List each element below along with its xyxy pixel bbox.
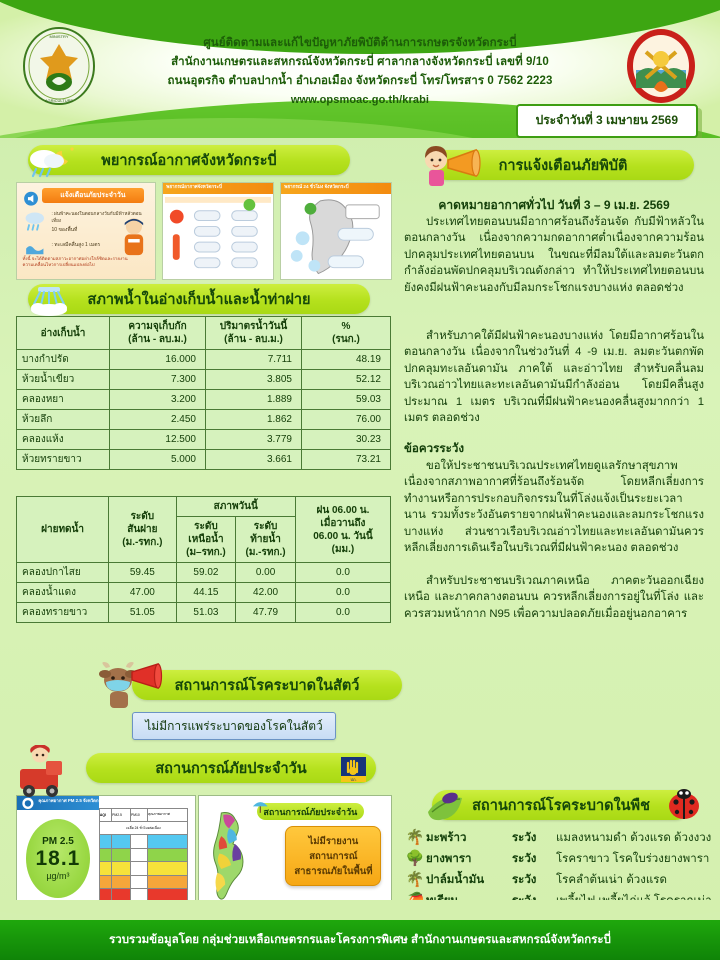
th-upstream-l1: ระดับ [194, 521, 218, 532]
plant-disease-row [404, 849, 709, 868]
forecast-table-graphic [163, 195, 273, 279]
th-crest-l1: ระดับ [130, 511, 155, 522]
reservoir-table-header-row [17, 317, 391, 350]
pm25-value: 18.1 [35, 847, 81, 871]
page-footer [0, 920, 720, 960]
reservoir-capacity: 5.000 [110, 450, 206, 470]
reservoir-percent: 76.00 [302, 410, 391, 430]
th-downstream-l1: ระดับ [253, 521, 278, 532]
reservoir-capacity: 7.300 [110, 370, 206, 390]
weir-rain: 0.0 [295, 603, 390, 623]
reservoir-volume: 1.889 [206, 390, 302, 410]
plant-crop-name: ปาล์มน้ำมัน [426, 873, 485, 886]
weir-downstream: 42.00 [236, 583, 296, 603]
weather-forecast-title: พยากรณ์อากาศจังหวัดกระบี่ [101, 152, 277, 169]
th-downstream-l3: (ม.-รทก.) [245, 547, 286, 558]
pm25-panel-title: คุณภาพอากาศ PM 2.5 จังหวัดกระบี่ [38, 798, 107, 804]
reservoir-row [17, 390, 391, 410]
reservoir-volume: 7.711 [206, 350, 302, 370]
reservoir-name: ห้วยทรายขาว [17, 450, 110, 470]
reservoir-percent: 59.03 [302, 390, 391, 410]
plant-pest-description: โรคราขาว โรคใบร่วงยางพารา [556, 852, 710, 865]
officer-mascot-icon [116, 216, 152, 262]
animal-disease-status-box [132, 712, 336, 740]
reservoir-percent: 48.19 [302, 350, 391, 370]
weir-row [17, 583, 391, 603]
th-volume [206, 317, 302, 350]
th-weir-name: ฝายทดน้ำ [17, 497, 109, 563]
weir-row [17, 603, 391, 623]
header-line-1: ศูนย์ติดตามและแก้ไขปัญหาภัยพิบัติด้านการเกษตรจังหวัดกระบี่ [203, 37, 517, 49]
weir-name: คลองน้ำแดง [17, 583, 109, 603]
weir-upstream: 51.03 [176, 603, 236, 623]
reservoir-row [17, 430, 391, 450]
reservoir-capacity: 12.500 [110, 430, 206, 450]
reservoir-name: คลองหยา [17, 390, 110, 410]
pm25-label: PM 2.5 [42, 836, 74, 848]
footer-text: รวบรวมข้อมูลโดย กลุ่มช่วยเหลือเกษตรกรและโครงการพิเศษ สำนักงานเกษตรและสหกรณ์จังหวัดกระบี่ [109, 934, 611, 946]
th-rain-l4: (มม.) [331, 543, 355, 555]
aqi-row-blue [99, 835, 187, 848]
umbrella-boy-icon [245, 798, 276, 817]
rain-icon-small [21, 209, 49, 232]
pm25-logo-icon [19, 797, 37, 810]
th-weir-upstream [176, 517, 236, 563]
aqi-row-yellow [99, 862, 187, 875]
ladybug-icon [664, 788, 704, 822]
aqi-col-1: PM2.5 [112, 808, 131, 821]
water-fountain-icon [22, 283, 76, 317]
rain-cloud-moon-icon [22, 143, 78, 179]
plant-pest-description: แมลงหนามดำ ด้วงแรด ด้วงงวง [556, 831, 712, 844]
svg-text:ปภ.: ปภ. [350, 777, 357, 782]
reservoir-name: ห้วยน้ำเขียว [17, 370, 110, 390]
header-title-block [120, 34, 600, 110]
reservoir-capacity: 3.200 [110, 390, 206, 410]
th-capacity-l1: ความจุเก็บกัก [128, 321, 187, 332]
th-rain-l1: ฝน 06.00 น. [316, 504, 370, 516]
disaster-map-panel [198, 795, 392, 913]
section-title-daily-disaster [86, 753, 376, 783]
weir-crest: 47.00 [109, 583, 177, 603]
reservoir-volume: 3.779 [206, 430, 302, 450]
plant-disease-row [404, 870, 667, 889]
date-badge: ประจำวันที่ 3 เมษายน 2569 [516, 104, 698, 138]
th-percent-l2: (รนก.) [332, 334, 360, 345]
weir-upstream: 59.02 [176, 563, 236, 583]
th-capacity-l2: (ล้าน - ลบ.ม.) [128, 334, 187, 345]
wave-icon-small [21, 237, 49, 256]
reservoir-row [17, 350, 391, 370]
th-downstream-l2: ท้ายน้ำ [250, 534, 281, 545]
reservoir-capacity: 16.000 [110, 350, 206, 370]
reservoir-row [17, 450, 391, 470]
weir-name: คลองปกาไสย [17, 563, 109, 583]
th-rain-l3: 06.00 น. วันนี้ [313, 530, 373, 542]
disaster-status-box [285, 826, 381, 886]
weir-row [17, 563, 391, 583]
th-weir-downstream [236, 517, 296, 563]
daily-disaster-title: สถานการณ์ภัยประจำวัน [155, 760, 307, 777]
header-website[interactable]: www.opsmoac.go.th/krabi [290, 94, 430, 106]
th-percent-l1: % [341, 321, 351, 332]
weir-crest: 51.05 [109, 603, 177, 623]
aqi-col-2: PM10 [130, 808, 147, 821]
aqi-subheader: เฉลี่ย 24 ชั่วโมงต่อเนื่อง [99, 822, 187, 835]
plant-warning-level: ระวัง [512, 852, 537, 865]
th-weir-today: สภาพวันนี้ [176, 497, 295, 517]
aqi-row-green [99, 848, 187, 861]
aqi-legend-table [99, 808, 188, 903]
header-line-3: ถนนอุตรกิจ ตำบลปากน้ำ อำเภอเมือง จังหวัดกระบี่ โทร/โทรสาร 0 7562 2223 [167, 75, 553, 87]
water-status-title: สภาพน้ำในอ่างเก็บน้ำและน้ำท่าฝาย [87, 291, 311, 308]
thailand-south-map-graphic [281, 195, 391, 279]
th-capacity [110, 317, 206, 350]
reservoir-percent: 73.21 [302, 450, 391, 470]
animal-disease-status-text: ไม่มีการแพร่ระบาดของโรคในสัตว์ [145, 718, 323, 733]
girl-megaphone-icon [420, 146, 484, 188]
weather-card-footer: ทั้งนี้ จะได้ติดตามสภาวะอากาศอย่างใกล้ชิดและรายงานความเคลื่อนไหวการเปลี่ยนแปลงต่อไป [22, 255, 128, 268]
weather-warning-card-image [16, 182, 156, 280]
thailand-map-icon [207, 811, 257, 904]
caution-paragraph-2: สำหรับประชาชนบริเวณภาคเหนือ ภาคตะวันออกเฉียงเหนือ และภาคกลางตอนบน ควรหลีกเลี่ยงการอยู่ในที่โล่ง และควรสวมหน้ากาก N95 เพื่อความปลอดภัยเมื่ออยู่นอกอาคาร [404, 575, 704, 620]
th-weir-rain [295, 497, 390, 563]
weir-rain: 0.0 [295, 583, 390, 603]
reservoir-name: บางกำปรัด [17, 350, 110, 370]
weather-card-line-3: : ทะเลมีคลื่นสูง 1 เมตร [51, 241, 101, 248]
plant-pest-description: โรคลำต้นเน่า ด้วงแรด [556, 873, 667, 886]
disaster-alert-title: การแจ้งเตือนภัยพิบัติ [498, 157, 628, 174]
reservoir-volume: 3.805 [206, 370, 302, 390]
th-volume-l1: ปริมาตรน้ำวันนี้ [219, 321, 288, 332]
weather-24h-card-image [280, 182, 392, 280]
weather-card3-title: พยากรณ์ 24 ชั่วโมง จังหวัดกระบี่ [284, 183, 349, 189]
reservoir-percent: 30.23 [302, 430, 391, 450]
firefighter-icon [16, 745, 82, 799]
aqi-row-orange [99, 875, 187, 888]
plant-disease-title: สถานการณ์โรคระบาดในพืช [472, 797, 650, 814]
th-weir-crest [109, 497, 177, 563]
plant-disease-row [404, 828, 711, 847]
speaker-icon [20, 191, 42, 206]
reservoir-row [17, 370, 391, 390]
leaf-pest-icon [424, 788, 472, 822]
weather-card-title: แจ้งเตือนภัยประจำวัน [60, 191, 126, 199]
weather-forecast-card-image [162, 182, 274, 280]
weir-table [16, 496, 391, 623]
pm25-unit: µg/m³ [46, 871, 70, 882]
pm25-panel [16, 795, 196, 913]
disaster-status-line-3: สาธารณภัยในพื้นที่ [294, 865, 373, 877]
weir-downstream: 0.00 [236, 563, 296, 583]
plant-warning-level: ระวัง [512, 873, 537, 886]
weir-downstream: 47.79 [236, 603, 296, 623]
th-upstream-l2: เหนือน้ำ [188, 534, 224, 545]
svg-text:MINISTRY: MINISTRY [49, 34, 69, 39]
dpm-logo-icon [341, 757, 366, 782]
caution-title: ข้อควรระวัง [404, 442, 465, 455]
reservoir-row [17, 410, 391, 430]
th-reservoir-name-l1: อ่างเก็บน้ำ [40, 327, 86, 339]
reservoir-capacity: 2.450 [110, 410, 206, 430]
weather-card2-title: พยากรณ์อากาศจังหวัดกระบี่ [166, 183, 222, 189]
plant-warning-level: ระวัง [512, 831, 537, 844]
plant-crop-name: ยางพารา [426, 852, 472, 865]
th-volume-l2: (ล้าน - ลบ.ม.) [224, 334, 283, 345]
reservoir-percent: 52.12 [302, 370, 391, 390]
th-crest-l3: (ม.-รทก.) [122, 537, 163, 548]
ministry-seal-icon [624, 26, 698, 106]
section-title-water-status [28, 284, 370, 314]
aqi-col-3: คุณภาพอากาศ [148, 808, 188, 821]
svg-text:AGRICULTURE: AGRICULTURE [44, 98, 74, 103]
animal-disease-title: สถานการณ์โรคระบาดในสัตว์ [174, 677, 360, 694]
reservoir-table [16, 316, 391, 470]
reservoir-volume: 1.862 [206, 410, 302, 430]
reservoir-volume: 3.661 [206, 450, 302, 470]
pm25-value-oval [26, 819, 90, 898]
cow-megaphone-icon [96, 662, 168, 712]
weir-rain: 0.0 [295, 563, 390, 583]
coconut-tree-icon: 🌴 [405, 829, 425, 846]
rubber-tree-icon: 🌳 [405, 850, 425, 867]
weather-card-line-1: : ฝนฟ้าคะนองในตอนกลางวันกับมีฟ้าหลัวตอนเที่ยง [51, 210, 142, 223]
caution-paragraph-1: ขอให้ประชาชนบริเวณประเทศไทยดูแลรักษาสุขภาพเนื่องจากสภาพอากาศที่ร้อนถึงร้อนจัด โดยหลีกเลี่ยงการทำงานหรือการประกอบกิจกรรมในที่โล่งแจ้งเป็นระยะเวลานาน รวมทั้งระวังอันตรายจากฝนฟ้าคะนองและลมกระโชกแรงบางแห่ง ส่วนชาวเรือบริเวณอ่าวไทยและทะเลอันดามันควรหลีกเลี่ยงการเดินเรือในบริเวณที่มีฝนฟ้าคะนอง ตลอดช่วง [404, 460, 704, 555]
forecast-heading: คาดหมายอากาศทั่วไป วันที่ 3 – 9 เม.ย. 2569 [438, 198, 670, 212]
reservoir-name: คลองแห้ง [17, 430, 110, 450]
disaster-status-line-2: สถานการณ์ [309, 850, 358, 862]
weir-crest: 59.45 [109, 563, 177, 583]
reservoir-name: ห้วยลึก [17, 410, 110, 430]
th-percent [302, 317, 391, 350]
forecast-paragraph-1: ประเทศไทยตอนบนมีอากาศร้อนถึงร้อนจัด กับมีฟ้าหลัวในตอนกลางวัน เนื่องจากความกดอากาศต่ำเนื่องจากความร้อนปกคลุมประเทศไทยตอนบน ในขณะที่มีลมใต้และลมตะวันตกกำลังอ่อนพัดปกคลุมบริเวณดังกล่าว ทำให้ประเทศไทยตอนบนยังคงมีฝนฟ้าคะนองกับมีลมกระโชกแรงบางแห่ง ตลอดช่วง [404, 216, 704, 294]
th-crest-l2: สันฝาย [127, 524, 158, 535]
weir-upstream: 44.15 [176, 583, 236, 603]
disaster-status-line-1: ไม่มีรายงาน [308, 835, 359, 847]
weir-name: คลองทรายขาว [17, 603, 109, 623]
header-line-2: สำนักงานเกษตรและสหกรณ์จังหวัดกระบี่ ศาลากลางจังหวัดกระบี่ เลขที่ 9/10 [171, 56, 549, 68]
th-rain-l2: เมื่อวานถึง [320, 517, 366, 529]
page-header [0, 0, 720, 138]
garuda-seal-icon [22, 26, 96, 106]
plant-crop-name: มะพร้าว [426, 831, 467, 844]
oil-palm-icon: 🌴 [405, 871, 425, 888]
th-reservoir-name [17, 317, 110, 350]
aqi-col-0: AQI [99, 808, 111, 821]
weir-table-header-row-1 [17, 497, 391, 517]
forecast-paragraph-2: สำหรับภาคใต้มีฝนฟ้าคะนองบางแห่ง โดยมีอากาศร้อนในตอนกลางวัน เนื่องจากในช่วงวันที่ 4 -9 เม.ย. ลมตะวันตกพัดปกคลุมทะเลอันดามัน ภาคใต้ และอ่าวไทย สำหรับคลื่นลมบริเวณอ่าวไทยและทะเลอันดามันมีกำลังอ่อน โดยมีคลื่นสูงประมาณ 1 เมตร บริเวณที่มีฝนฟ้าคะนองคลื่นสูงมากกว่า 1 เมตร ตลอดช่วง [404, 330, 704, 425]
map-panel-title: สถานการณ์ภัยประจำวัน [263, 806, 358, 817]
weather-card-line-2: 10 ของพื้นที่ [51, 227, 78, 234]
section-title-animal-disease [132, 670, 402, 700]
th-upstream-l3: (ม–รทก.) [186, 547, 226, 558]
